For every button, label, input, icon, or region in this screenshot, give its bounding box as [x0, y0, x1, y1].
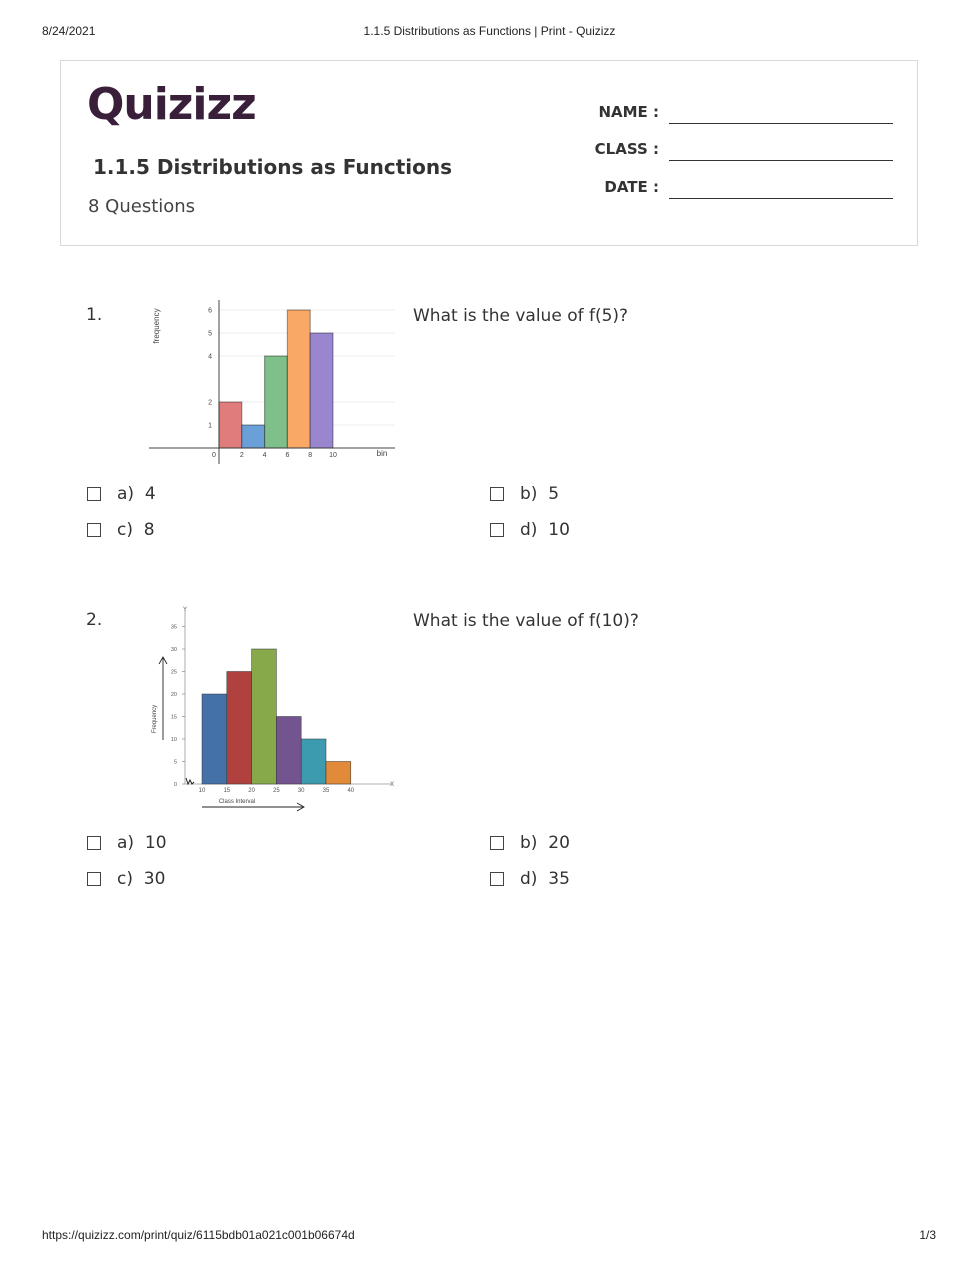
q1-option-c-checkbox[interactable]: [87, 523, 101, 537]
x-tick-label-1: 2: [239, 452, 244, 459]
q2-option-d-value: 35: [548, 869, 570, 889]
bar-0: [202, 694, 227, 784]
y-axis-letter: Y: [182, 607, 188, 613]
q1-option-a-value: 4: [144, 484, 156, 504]
question-2-number: 2.: [86, 610, 103, 630]
y-tick-label-3: 15: [170, 714, 177, 721]
date-label: DATE :: [604, 178, 659, 196]
y-tick-label-0: 1: [208, 422, 212, 430]
y-tick-label-4: 20: [170, 692, 177, 698]
x-axis-label: Class Interval: [218, 799, 256, 805]
question-2-histogram: [145, 602, 400, 814]
x-tick-label-3: 25: [273, 788, 280, 794]
bar-2: [252, 649, 277, 784]
q1-option-b-value: 5: [548, 484, 560, 504]
question-1-histogram: [145, 298, 400, 470]
bar-5: [326, 762, 351, 785]
question-1-text: What is the value of f(5)?: [413, 306, 629, 326]
class-label: CLASS :: [594, 140, 659, 158]
q2-option-b-value: 20: [548, 833, 570, 853]
y-tick-label-4: 6: [208, 307, 212, 315]
bar-3: [276, 717, 301, 785]
bar-3: [287, 310, 310, 448]
y-tick-label-7: 35: [170, 624, 177, 631]
y-tick-label-1: 5: [173, 759, 177, 766]
q2-option-b-letter: b): [520, 833, 538, 853]
date-line[interactable]: [669, 198, 893, 199]
print-url: https://quizizz.com/print/quiz/6115bdb01a021c001b06674d: [42, 1228, 355, 1242]
y-tick-label-6: 30: [170, 647, 177, 653]
y-tick-label-5: 25: [170, 669, 177, 676]
x-tick-label-0: 0: [212, 452, 216, 459]
q2-option-c-letter: c): [117, 869, 133, 889]
class-field[interactable]: [591, 140, 891, 164]
question-count: 8 Questions: [88, 196, 196, 217]
x-tick-label-0: 10: [198, 788, 206, 794]
q2-option-a-checkbox[interactable]: [87, 836, 101, 850]
bar-0: [219, 402, 242, 448]
q1-option-c-letter: c): [117, 520, 133, 540]
x-axis-letter: X: [389, 782, 395, 788]
question-1-number: 1.: [86, 305, 103, 325]
name-line[interactable]: [669, 123, 893, 124]
date-field[interactable]: [591, 178, 891, 202]
bar-2: [265, 356, 288, 448]
y-axis-label: Frequency: [152, 704, 158, 734]
x-tick-label-5: 10: [329, 452, 337, 459]
x-tick-label-1: 15: [223, 788, 231, 794]
q2-option-c-value: 30: [143, 869, 166, 889]
quiz-title: 1.1.5 Distributions as Functions: [93, 155, 453, 179]
x-tick-label-2: 20: [248, 788, 255, 794]
x-tick-label-6: 40: [347, 788, 355, 794]
name-label: NAME :: [598, 103, 659, 121]
y-tick-label-0: 0: [173, 782, 177, 788]
print-date: 8/24/2021: [42, 24, 96, 38]
page-number: 1/3: [919, 1228, 936, 1242]
y-tick-label-3: 5: [208, 330, 212, 338]
question-2-text: What is the value of f(10)?: [413, 611, 639, 631]
class-line[interactable]: [669, 160, 893, 161]
q1-option-b-checkbox[interactable]: [490, 487, 504, 501]
q2-option-b-checkbox[interactable]: [490, 836, 504, 850]
y-tick-label-2: 10: [170, 737, 177, 743]
y-tick-label-1: 2: [208, 399, 212, 407]
x-tick-label-4: 8: [308, 452, 313, 459]
bar-4: [310, 333, 333, 448]
q2-option-d-checkbox[interactable]: [490, 872, 504, 886]
x-tick-label-3: 6: [285, 452, 290, 459]
q1-option-a-letter: a): [117, 484, 135, 504]
y-axis-label: frequency: [152, 308, 161, 344]
print-title: 1.1.5 Distributions as Functions | Print - Quizizz: [363, 24, 616, 38]
q1-option-c-value: 8: [143, 520, 155, 540]
bar-1: [242, 425, 265, 448]
q1-option-b-letter: b): [520, 484, 538, 504]
q1-option-d-checkbox[interactable]: [490, 523, 504, 537]
bar-1: [227, 672, 252, 785]
q2-option-a-letter: a): [117, 833, 135, 853]
y-tick-label-2: 4: [208, 353, 212, 361]
q2-option-a-value: 10: [144, 833, 167, 853]
quizizz-logo: Quizizz: [87, 79, 256, 130]
quiz-header-card: [60, 60, 918, 246]
q1-option-d-value: 10: [548, 520, 570, 540]
q1-option-d-letter: d): [520, 520, 538, 540]
x-axis-label: bin: [376, 449, 388, 458]
q1-option-a-checkbox[interactable]: [87, 487, 101, 501]
bar-4: [301, 739, 326, 784]
q2-option-c-checkbox[interactable]: [87, 872, 101, 886]
q2-option-d-letter: d): [520, 869, 538, 889]
x-tick-label-5: 35: [322, 788, 330, 794]
x-tick-label-2: 4: [262, 452, 267, 459]
axis-break-icon: [186, 778, 194, 784]
x-tick-label-4: 30: [297, 788, 305, 794]
name-field[interactable]: [591, 103, 891, 127]
